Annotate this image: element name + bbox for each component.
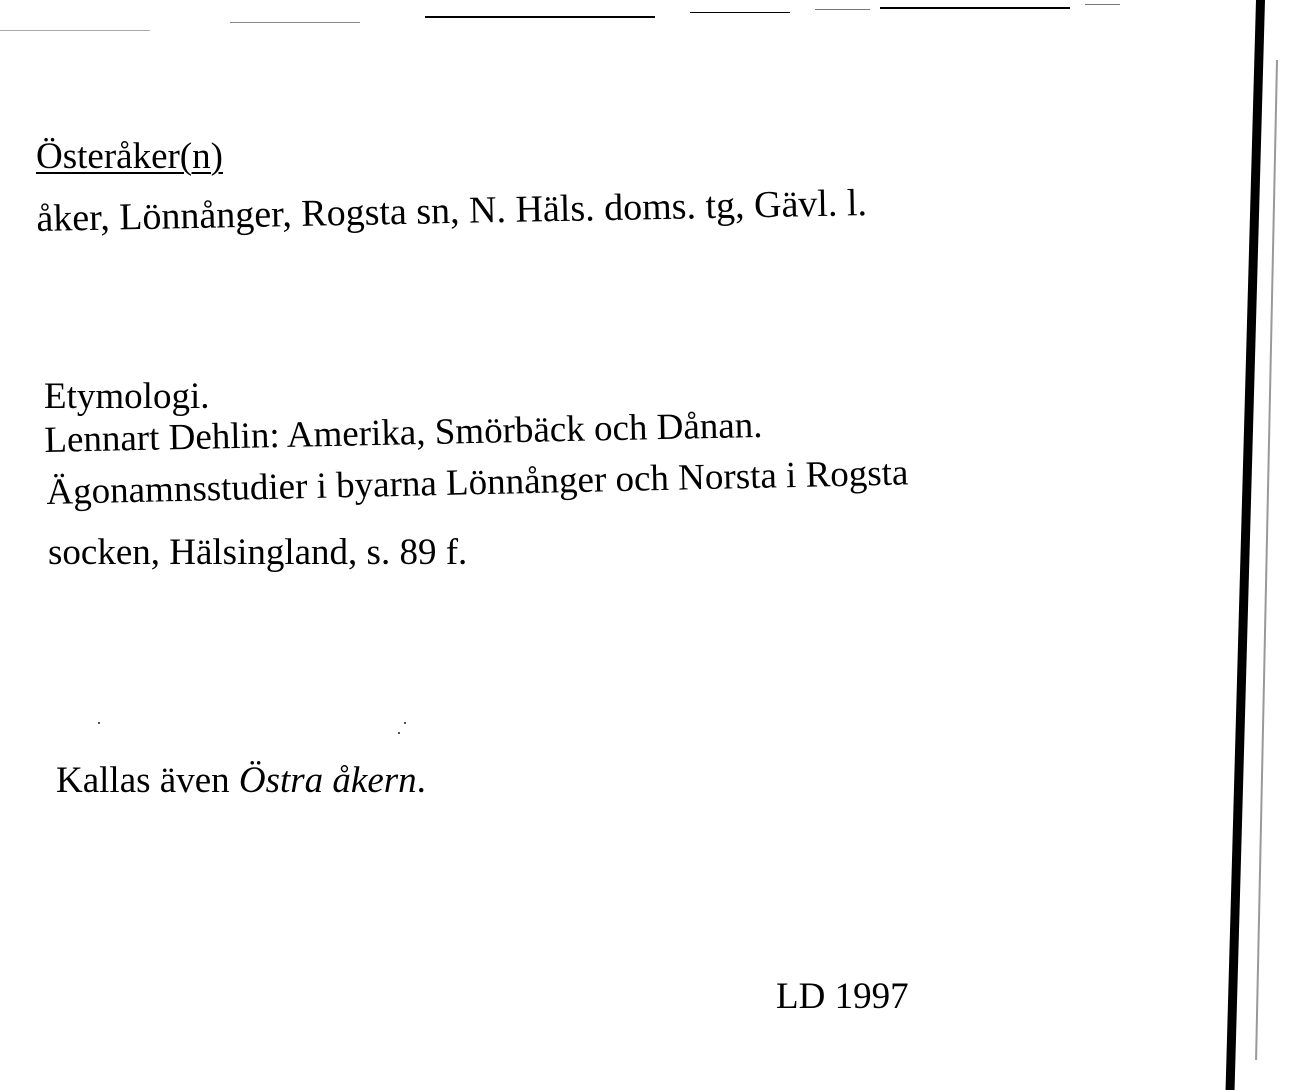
headword: Österåker(n) [36,136,223,177]
signature: LD 1997 [776,976,909,1017]
scan-speck [398,732,400,734]
alias-note-prefix: Kallas även [56,760,239,801]
alias-note-suffix: . [416,760,426,801]
reference-line-3: socken, Hälsingland, s. 89 f. [48,532,468,573]
top-scan-artifact [880,7,1070,9]
alias-note [56,762,426,799]
alias-name: Östra åkern [238,760,417,801]
top-scan-artifact [690,12,790,13]
location-line: åker, Lönnånger, Rogsta sn, N. Häls. doms. tg, Gävl. l. [35,182,868,240]
scan-speck [98,722,100,724]
top-scan-artifact [0,30,150,31]
top-scan-artifact [425,16,655,18]
etymology-label: Etymologi. [44,376,210,417]
reference-line-2: Ägonamnsstudier i byarna Lönnånger och Norsta i Rogsta [45,452,909,513]
scan-speck [404,722,406,724]
top-scan-artifact [230,22,360,23]
reference-line-1: Lennart Dehlin: Amerika, Smörbäck och Dånan. [43,404,763,461]
top-scan-artifact [815,9,870,10]
top-scan-artifact [1085,4,1120,5]
